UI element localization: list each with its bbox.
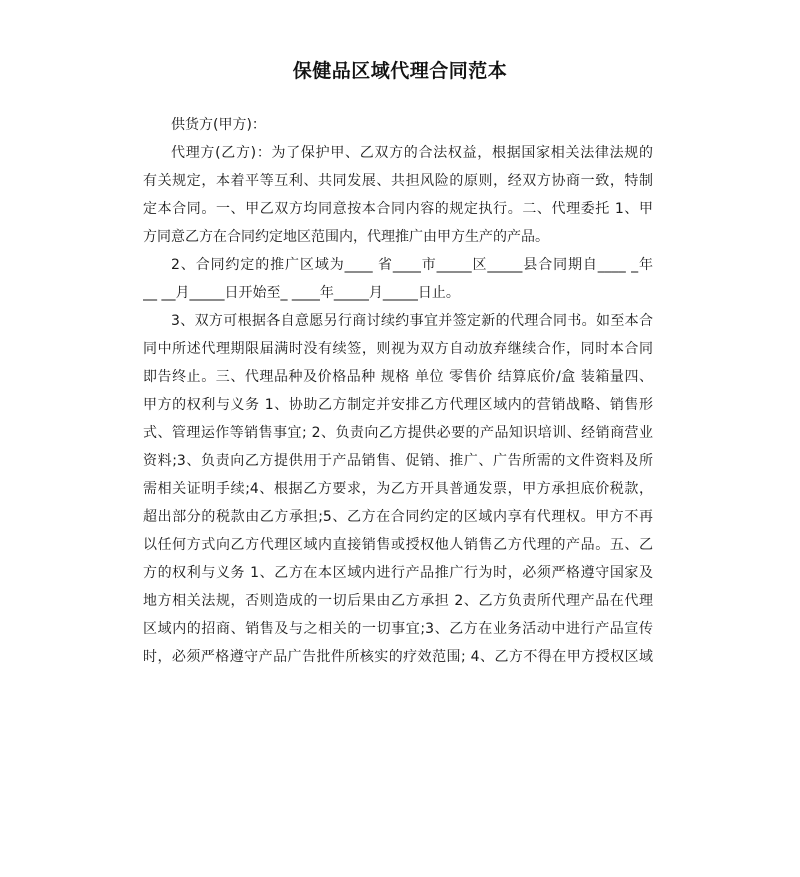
text-line: __ __月_____日开始至_ ____年_____月_____日止。: [143, 285, 460, 301]
document-title: 保健品区域代理合同范本: [292, 60, 508, 82]
text-line: 时，必须严格遵守产品广告批件所核实的疗效范围; 4、乙方不得在甲方授权区域: [143, 649, 653, 665]
text-line: 有关规定，本着平等互利、共同发展、共担风险的原则，经双方协商一致，特制: [143, 173, 653, 189]
text-line: 甲方的权利与义务 1、协助乙方制定并安排乙方代理区域内的营销战略、销售形: [143, 397, 653, 413]
text-line: 方的权利与义务 1、乙方在本区域内进行产品推广行为时，必须严格遵守国家及: [143, 565, 653, 581]
text-line: 区域内的招商、销售及与之相关的一切事宜;3、乙方在业务活动中进行产品宣传: [143, 621, 653, 637]
text-line: 3、双方可根据各自意愿另行商讨续约事宜并签定新的代理合同书。如至本合: [171, 313, 653, 329]
text-line: 需相关证明手续;4、根据乙方要求，为乙方开具普通发票，甲方承担底价税款，: [143, 481, 653, 497]
text-line: 超出部分的税款由乙方承担;5、乙方在合同约定的区域内享有代理权。甲方不再: [143, 509, 653, 525]
text-line: 同中所述代理期限届满时没有续签，则视为双方自动放弃继续合作，同时本合同: [143, 341, 653, 357]
document-body: [143, 111, 653, 671]
text-line: 方同意乙方在合同约定地区范围内，代理推广由甲方生产的产品。: [143, 229, 549, 245]
text-line: 式、管理运作等销售事宜; 2、负责向乙方提供必要的产品知识培训、经销商营业: [143, 425, 653, 441]
text-line: 定本合同。一、甲乙双方均同意按本合同内容的规定执行。二、代理委托 1、甲: [143, 201, 653, 217]
text-line: 资料;3、负责向乙方提供用于产品销售、促销、推广、广告所需的文件资料及所: [143, 453, 653, 469]
text-line: 即告终止。三、代理品种及价格品种 规格 单位 零售价 结算底价/盒 装箱量四、: [143, 369, 653, 385]
text-line: 地方相关法规，否则造成的一切后果由乙方承担 2、乙方负责所代理产品在代理: [143, 593, 653, 609]
text-line: 2、合同约定的推广区域为____ 省____市_____区_____县合同期自____ _年: [171, 257, 653, 273]
text-line: 以任何方式向乙方代理区域内直接销售或授权他人销售乙方代理的产品。五、乙: [143, 537, 653, 553]
text-line: 代理方(乙方)：为了保护甲、乙双方的合法权益，根据国家相关法律法规的: [171, 145, 653, 161]
text-line: 供货方(甲方)：: [171, 117, 266, 133]
